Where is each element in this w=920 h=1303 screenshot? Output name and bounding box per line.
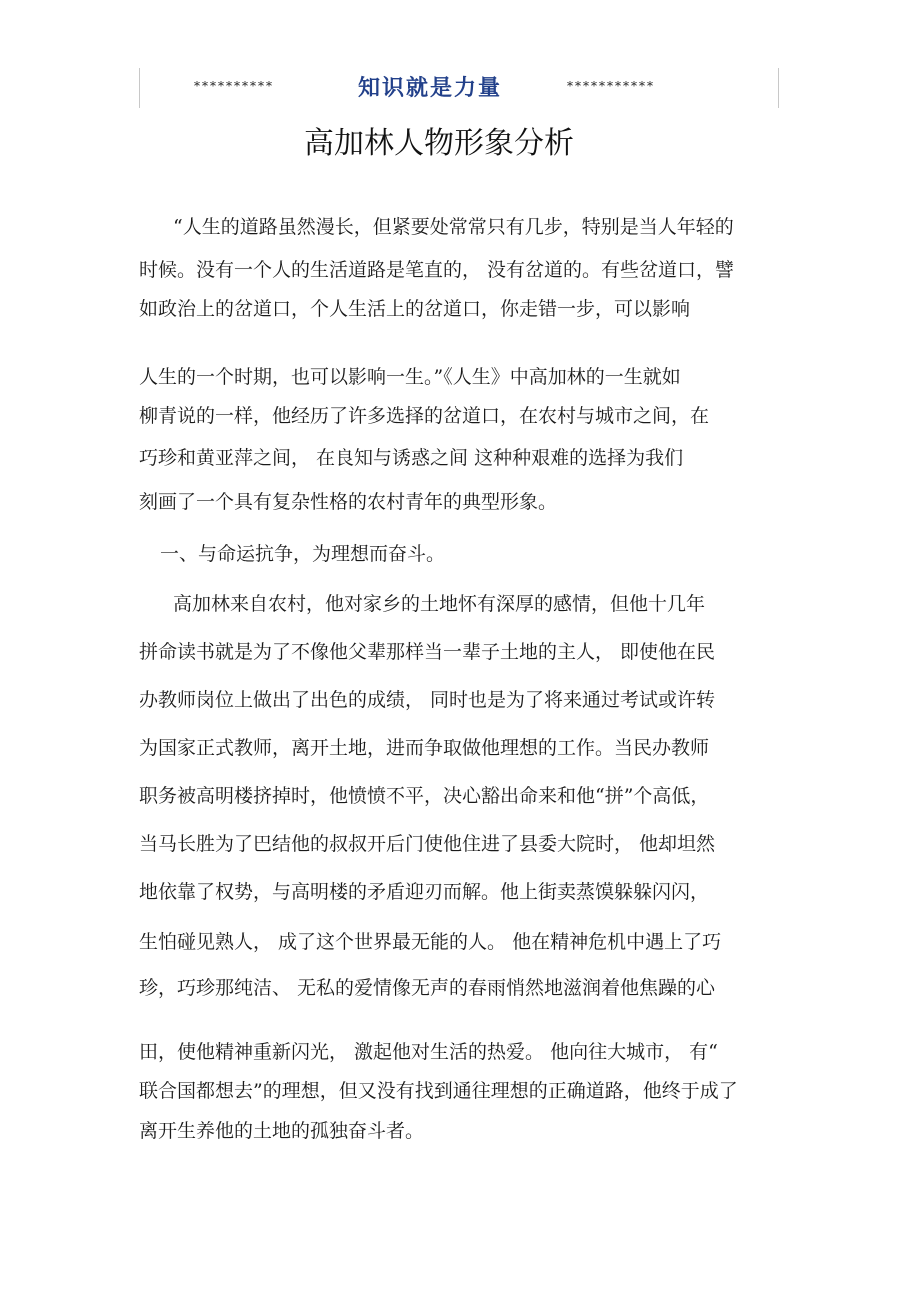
paragraph-line: 职务被高明楼挤掉时，他愤愤不平，决心豁出命来和他“拼”个高低，	[139, 785, 710, 807]
paragraph-line: 生怕碰见熟人， 成了这个世界最无能的人。 他在精神危机中遇上了巧	[139, 931, 722, 953]
header-banner: 知识就是力量	[358, 76, 503, 101]
paragraph-line: 离开生养他的土地的孤独奋斗者。	[139, 1120, 425, 1142]
paragraph-line: 柳青说的一样，他经历了许多选择的岔道口，在农村与城市之间，在	[139, 405, 710, 427]
header-stars-right: ***********	[567, 79, 655, 93]
paragraph-line: 办教师岗位上做出了出色的成绩， 同时也是为了将来通过考试或许转	[139, 689, 716, 711]
section-heading: 一、与命运抗争，为理想而奋斗。	[160, 543, 446, 565]
paragraph-line: 地依靠了权势，与高明楼的矛盾迎刃而解。他上街卖蒸馍躲躲闪闪，	[139, 881, 710, 903]
paragraph-line: 田，使他精神重新闪光， 激起他对生活的热爱。 他向往大城市， 有“	[139, 1041, 718, 1063]
page-title: 高加林人物形象分析	[304, 126, 574, 161]
paragraph-line: 为国家正式教师，离开土地，进而争取做他理想的工作。当民办教师	[139, 737, 710, 759]
paragraph-line: 巧珍和黄亚萍之间， 在良知与诱惑之间 这种种艰难的选择为我们	[139, 447, 684, 469]
header-right-border	[778, 68, 779, 108]
paragraph-line: 时候。没有一个人的生活道路是笔直的， 没有岔道的。有些岔道口，譬	[139, 259, 735, 281]
paragraph-line: 联合国都想去”的理想，但又没有找到通往理想的正确道路，他终于成了	[139, 1080, 738, 1102]
paragraph-line: 人生的一个时期，也可以影响一生。”《人生》中高加林的一生就如	[139, 366, 681, 388]
header-stars-left: **********	[194, 79, 274, 93]
paragraph-line: “人生的道路虽然漫长，但紧要处常常只有几步，特别是当人年轻的	[173, 216, 734, 238]
paragraph-line: 当马长胜为了巴结他的叔叔开后门使他住进了县委大院时， 他却坦然	[139, 833, 716, 855]
header-left-border	[139, 68, 140, 108]
paragraph-line: 高加林来自农村，他对家乡的土地怀有深厚的感情，但他十几年	[173, 593, 706, 615]
paragraph-line: 珍，巧珍那纯洁、 无私的爱情像无声的春雨悄然地滋润着他焦躁的心	[139, 977, 716, 999]
paragraph-line: 如政治上的岔道口，个人生活上的岔道口，你走错一步，可以影响	[139, 298, 691, 320]
paragraph-line: 拼命读书就是为了不像他父辈那样当一辈子土地的主人， 即使他在民	[139, 641, 716, 663]
paragraph-line: 刻画了一个具有复杂性格的农村青年的典型形象。	[139, 491, 558, 513]
